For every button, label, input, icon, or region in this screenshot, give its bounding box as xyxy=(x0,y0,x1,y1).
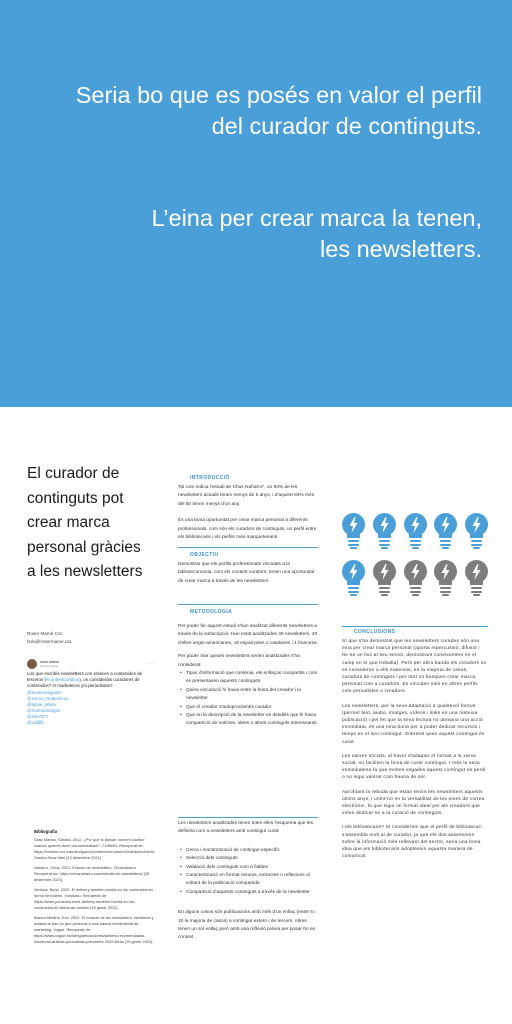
tweet-card[interactable] xyxy=(27,659,155,726)
conclusions-heading: CONCLUSIONS xyxy=(354,629,396,635)
author-name: Roser Mamé Cot xyxy=(27,631,62,636)
lightbulb-icon xyxy=(465,513,488,548)
tweet-header xyxy=(27,659,155,669)
list-item: • Que el creador s'autoproclamés curador xyxy=(178,704,318,712)
tweet-text: Los que escribís newsletters con enlaces a contenidos de terceros (#contentcuration), os consideráis curadores de contenidos? O marketeros y/o periodistas? xyxy=(27,671,143,688)
quote-curator: Seria bo que es posés en valor el perfil del curador de continguts. xyxy=(75,82,482,139)
list-item: • Quina vinculació hi havia entre la feina del creador i la newsletter xyxy=(178,687,318,704)
lightbulb-icon xyxy=(404,560,427,595)
methodology-text-2: Per poder triar quines newsletters serien analitzades s'ha considerat: xyxy=(178,654,300,668)
mention-link[interactable]: @lazee_Masa xyxy=(27,702,56,707)
tweet-mentions xyxy=(27,690,155,726)
hashtag-link[interactable]: #contentcuration xyxy=(46,677,80,682)
lightbulb-icon xyxy=(342,560,365,595)
author-email[interactable]: hola@rosermame.cat xyxy=(27,639,71,644)
divider xyxy=(178,547,318,548)
more-options-icon[interactable]: ··· xyxy=(148,661,153,667)
list-item: • Compartició d'aquests continguts a través de la newsletter xyxy=(178,889,318,897)
results-list xyxy=(178,847,318,897)
lightbulb-icon xyxy=(342,513,365,548)
bibliography-list xyxy=(34,837,154,945)
conclusion-paragraph: Les xarxes socials, al haver d'adaptar el format a la xarxa social, no faciliten la feina de curar contingut. I més la seva immediatesa fa que moltes vegades aquest contingut es perdi o no sigui valorat com hauria de ser. xyxy=(342,753,486,781)
objective-heading: OBJECTIU xyxy=(190,552,219,558)
results-text-1: Les newsletters analitzades tenen totes elles l'esquema que les definiria com a newsletters amb contingut curat: xyxy=(178,821,314,835)
list-item: • Selecció dels continguts xyxy=(178,855,318,863)
lightbulb-icon xyxy=(373,560,396,595)
lightbulb-icon xyxy=(434,513,457,548)
bibliography-item: Ventura, Borja. 2022. El delivery también triunfa en los contenidos en forma de boletín. Yorokobu. Recuperat de: https://www.yorokobu.es/el-delivery-tambien-triunfa-en-los-contenidos-en-forma-de-boletin/ [15 gener 2022]. xyxy=(34,887,154,910)
mention-link[interactable]: @mik7877 xyxy=(27,714,49,719)
mention-link[interactable]: @oddflb xyxy=(27,720,44,725)
tweet-author-handle: @rosermame xyxy=(40,664,59,669)
avatar xyxy=(27,659,37,669)
intro-text-1: Tal com indica l'estudi de Chus Naharro*, un 93% de les newsletters actuals tenen menys de 5 anys, i d'aquest 93% més del 50 tenen menys d'un any. xyxy=(178,485,315,507)
intro-text-2: És una bona oportunitat per crear marca personal a diferents professionals, com són els curadors de continguts, un perfil entre els bibliotecaris i els perfils més marqueterians. xyxy=(178,518,317,541)
objective-text: Demostrar que els perfils professionals vinculats a la biblioteconomia, com els content curators, tenen una oportunitat de crear marca a través de les newsletters xyxy=(178,562,315,584)
intro-heading: INTRODUCCIÓ xyxy=(190,475,230,481)
tweet-author-name: roser mamé xyxy=(40,659,60,664)
lightbulb-icon xyxy=(373,513,396,548)
list-item: • Validació dels continguts com a fiables xyxy=(178,864,318,872)
conclusion-paragraph: Les newsletters, per la seva adaptació a qualsevol format (permet text, àudio, imatges, vídeos i links en una mateixa publicació) i pel fet que la seva lectura no demana una acció immediata, és una eina bona per a poder dedicar recursos i temps en el seu contingut. Sobretot quan aquest contingut és curat. xyxy=(342,703,485,745)
bibliography-item: Naharro, Chus. 2021. Estudio de newsletters. Chusnaharro. Recuperat de: https://chusnaharro.com/estudio-de-newsletters/ [28 desembre 2021]. xyxy=(34,865,150,882)
list-item: • Tipus d'informació que contenia, els enllaços compartits i com es presentaven aquests continguts. xyxy=(178,670,318,687)
conclusion-paragraph: Sí que s'ha demostrat que les newsletters curades són una eina per crear marca personal (aporta repercussió, difusió i fer-se un lloc al seu sector, demostrant coneixement en el camp en el que treballa). Però per altra banda els creadors no es consideren a ells mateixos, en la majoria de casos, curadors de continguts i per tant no busquen crear marca personal com a curadors. Es vinculen més en altres perfils com periodistes o creadors. xyxy=(342,639,487,695)
methodology-list xyxy=(178,670,318,729)
results-text-2: En alguns casos són publicacions amb més d'un enllaç (entre 5 i 10 la majoria de casos) a contingut extern i de tercers. Altres tenen un sol enllaç però amb una reflexió prèvia per posar-ho en context. xyxy=(178,910,316,941)
methodology-text-1: Per poder fer aquest estudi s'han analitzat diferents newsletters a través de la subscripció. Han estat analitzades 40 newsletters, 20 d'elles anglo-americanes, 19 espanyoles o catalanes i 1 francesa. xyxy=(178,624,318,646)
divider xyxy=(342,626,488,627)
bibliography xyxy=(34,829,154,949)
list-item: • Que en la descripció de la newsletter es detallés que hi havia compartició de notícies, idees o altres continguts interessants. xyxy=(178,712,318,729)
lightbulb-icon xyxy=(434,560,457,595)
bulb-infographic xyxy=(342,513,488,607)
methodology-heading: METODOLOGIA xyxy=(190,609,233,615)
conclusion-paragraph: I els bibliotecaris? Si considerem que el perfil de bibliotecari s'assembla molt al de curador, ja que els dos assessoren sobre la informació més rellevant del sector, seria una bona idea que els bibliotecaris adoptéssin aquesta manera de comunicar. xyxy=(342,825,482,860)
mention-link[interactable]: @Homo_Rodecticus xyxy=(27,696,69,701)
conclusions-section xyxy=(342,629,488,867)
bulb-row xyxy=(342,513,488,548)
quote-newsletters: L’eina per crear marca la tenen, les newsletters. xyxy=(151,205,482,262)
list-item: • Caracterització en format resums, extractes o reflexions al voltant de la publicació compartida xyxy=(178,872,318,889)
bibliography-heading: Bibliografia xyxy=(34,829,58,834)
bibliography-item: Sanz Martos, Sandra. 2012. ¿Por qué lo llaman 'content curator' cuando quieren decir documentalista?. COMeIN. Recuperat de: https://comein.uoc.edu/divulgacio/comein/es/numero10/articles/Article-Sandra-Sanz.html [23 desembre 2021]. xyxy=(34,837,156,860)
mention-link[interactable]: @marmaniSigue xyxy=(27,708,61,713)
conclusion-paragraph: Aprofitant la rebuda que estan tenint les newsletters aquests últims anys, i unint-ho en la versatilitat de les eines de correu electrònic, fa que sigui un format ideal per als creadors que volen dedicar-se a la curació de continguts. xyxy=(342,789,485,817)
lightbulb-icon xyxy=(404,513,427,548)
lightbulb-icon xyxy=(465,560,488,595)
conclusions-text xyxy=(342,638,488,860)
bulb-row xyxy=(342,560,488,595)
bibliography-item: Blanco Medina, Eva. 2020. El renacer de las newsletters: escritores y artistas te dan un giro personal a una clásica herramienta de marketing. Vogue. Recuperat de: https://www.vogue.es/living/articulos/newsletters-recomendadas-escritoras-artistas-periodistas-primavera-2020-libros [15 gener 2022]. xyxy=(34,915,154,944)
divider xyxy=(178,604,318,605)
poster xyxy=(0,407,512,1024)
quote-banner xyxy=(0,0,512,407)
author-block xyxy=(27,630,71,646)
mention-link[interactable]: @evaesmagustin xyxy=(27,690,62,695)
poster-title: El curador de continguts pot crear marca personal gràcies a les newsletters xyxy=(27,465,143,580)
list-item: • Cerca i monitorització de contingut específic xyxy=(178,847,318,855)
divider xyxy=(178,817,318,818)
